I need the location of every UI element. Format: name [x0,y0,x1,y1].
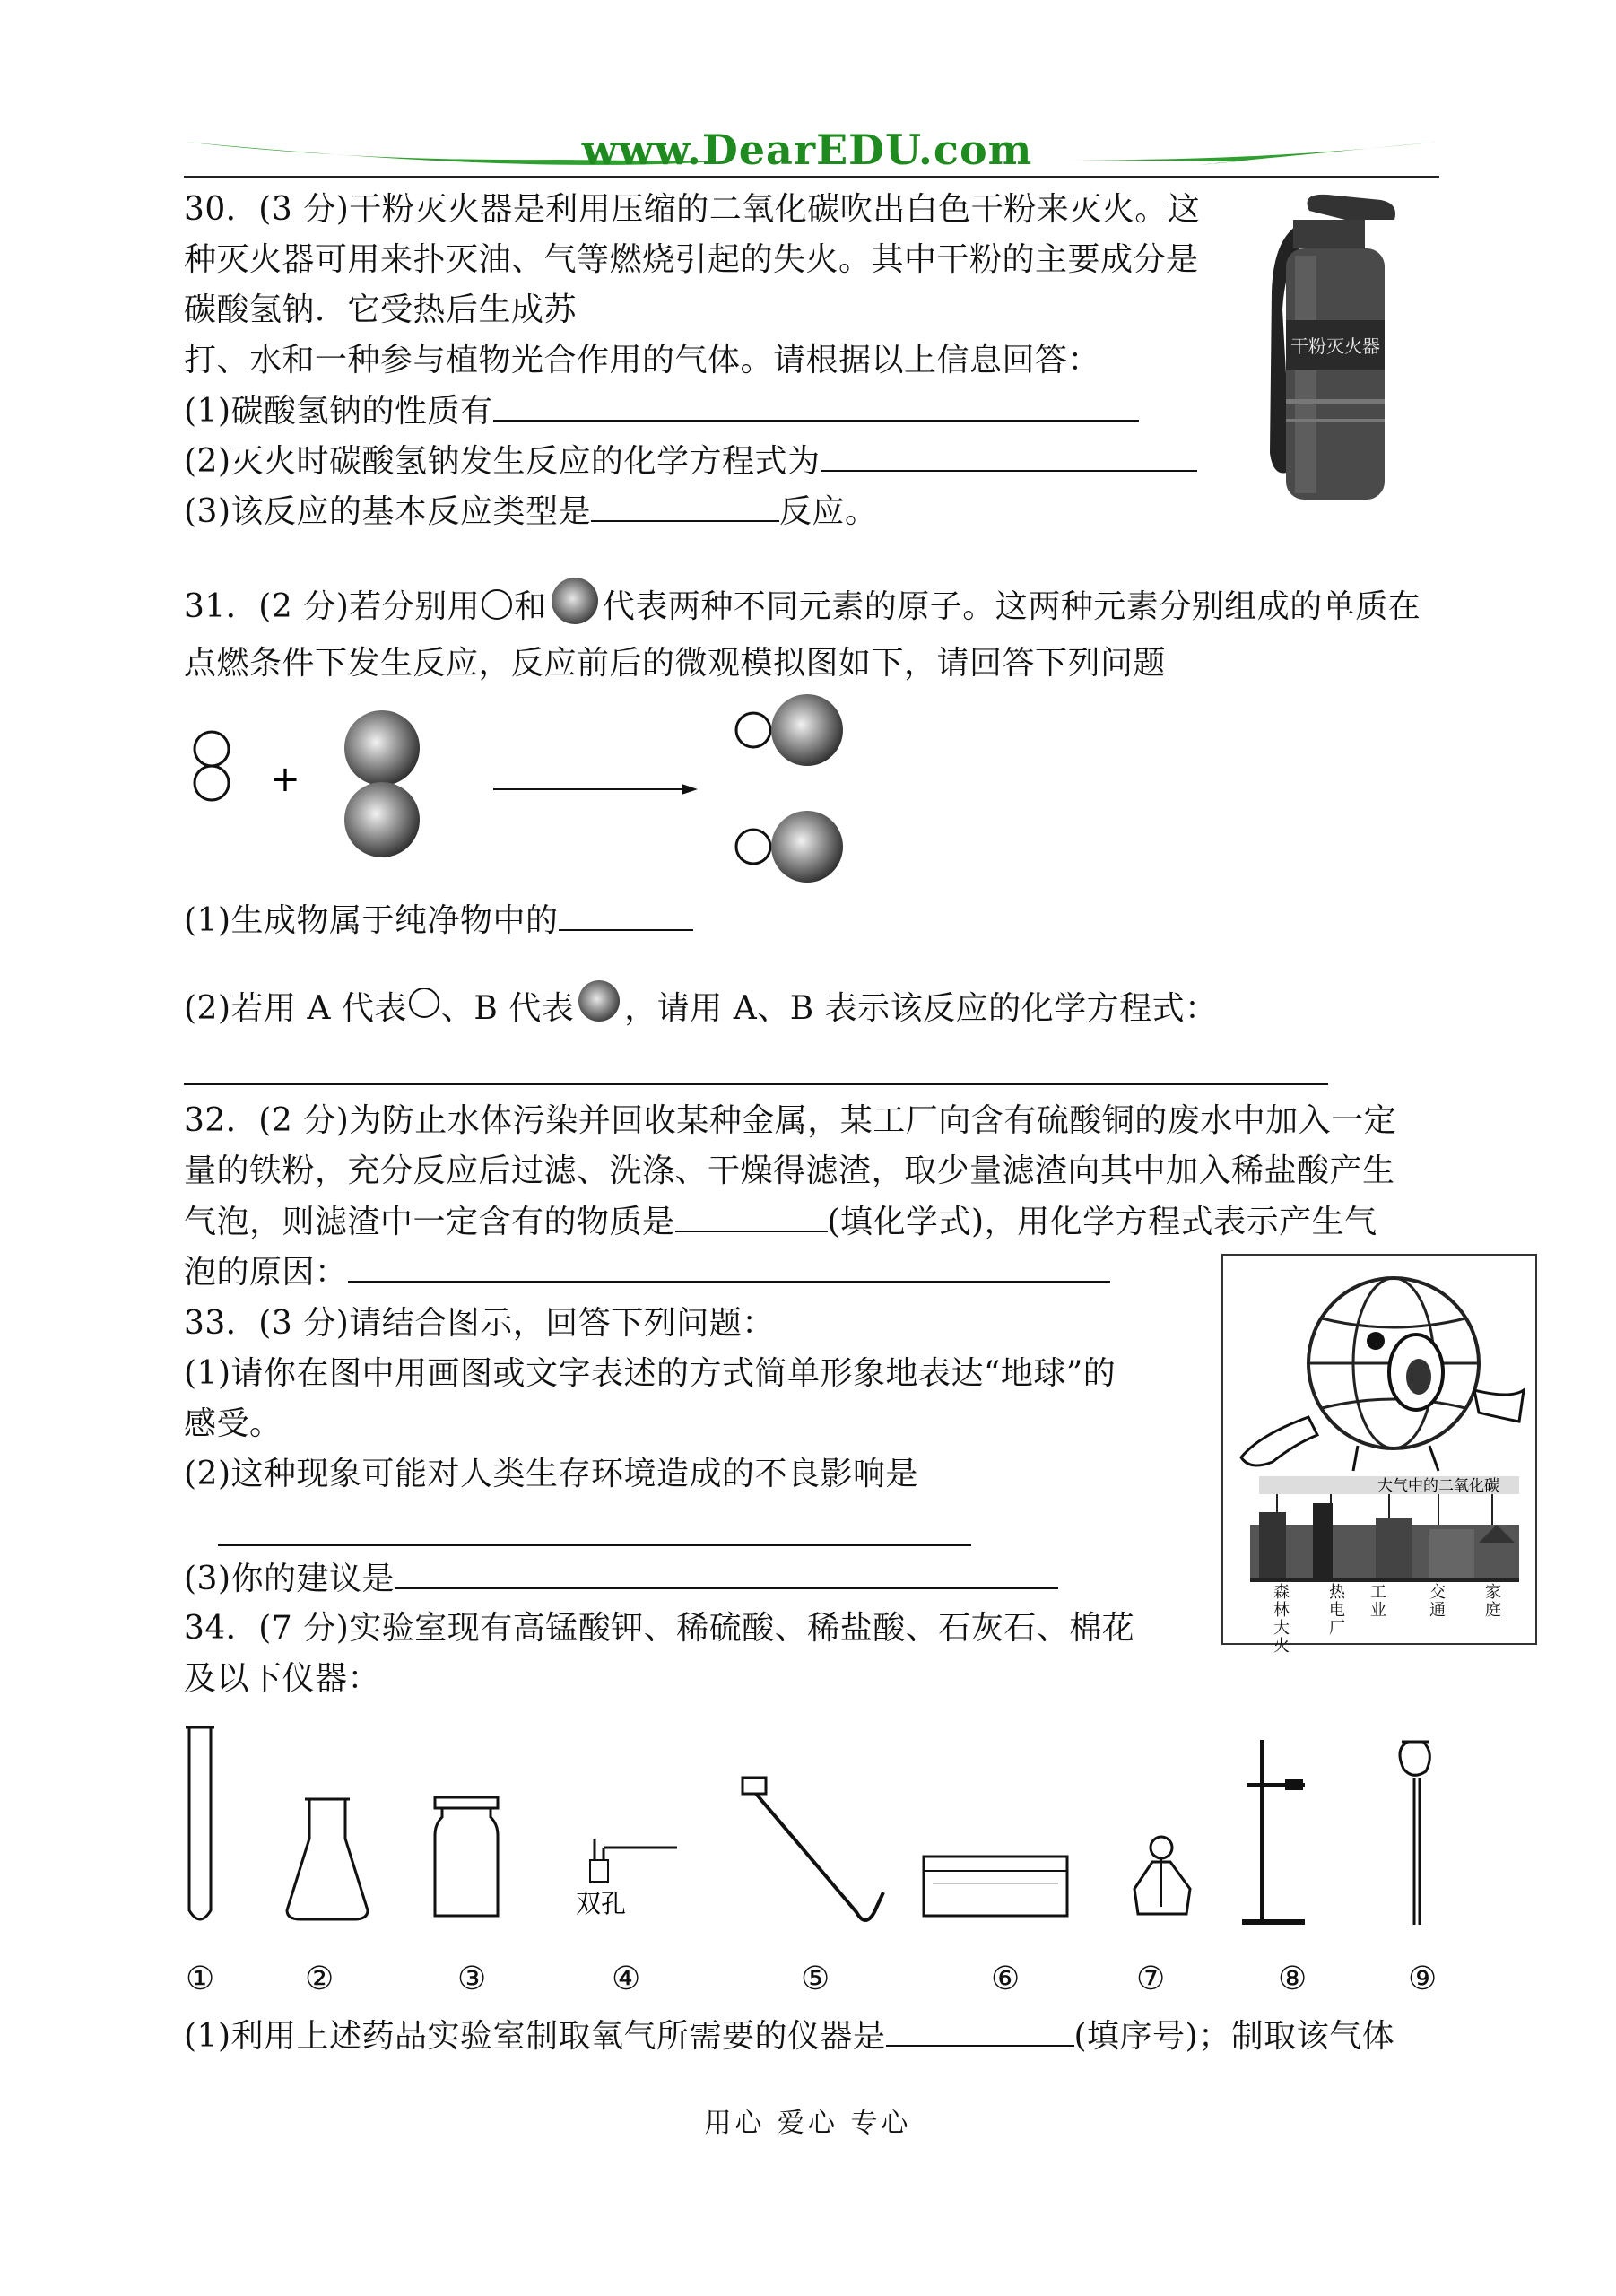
q34-answer-blank-1[interactable] [886,2014,1074,2047]
label-power-plant: 热 电 厂 [1329,1583,1345,1638]
q34-sub-1-text: (1)利用上述药品实验室制取氧气所需要的仪器是 [184,2018,886,2055]
q31-answer-line[interactable] [184,1083,1328,1085]
q30-sub-3-text: (3)该反应的基本反应类型是 [184,493,591,530]
q31-sub-1 [184,899,693,943]
fire-extinguisher-picture [1247,184,1408,507]
gray-atom-icon-2 [574,979,624,1024]
reaction-diagram [179,691,879,888]
co2-banner: 大气中的二氧化碳 [1377,1477,1499,1495]
gas-jar [435,1797,498,1916]
q33-line-3: 感受。 [184,1405,282,1442]
q30-sub-2-text: (2)灭火时碳酸氢钠发生反应的化学方程式为 [184,443,821,480]
apparatus-number-6: ⑥ [991,1961,1021,1997]
stopper-label: 双孔 [575,1889,627,1918]
apparatus-row [175,1704,1466,1946]
q34-line-1: 34．(7 分)实验室现有高锰酸钾、稀硫酸、稀盐酸、石灰石、棉花 [184,1610,1135,1647]
site-logo: www.DearEDU.com [581,126,1033,174]
label-forest-fire: 森 林 大 火 [1273,1583,1290,1656]
q32-line-3-b: (填化学式)，用化学方程式表示产生气 [827,1204,1377,1240]
q33-line-5-text: (3)你的建议是 [184,1561,395,1597]
page-footer: 用心 爱心 专心 [704,2108,912,2139]
q31-answer-blank-1[interactable] [559,899,693,931]
q30-sub-1 [184,389,1139,433]
product-molecule-1 [736,694,843,766]
q30-answer-blank-1[interactable] [493,389,1139,422]
apparatus-number-7: ⑦ [1136,1961,1166,1997]
q32-line-3-a: 气泡，则滤渣中一定含有的物质是 [184,1204,675,1240]
q31-line-1 [184,576,1421,629]
apparatus-number-8: ⑧ [1278,1961,1308,1997]
q34-sub-1-suffix: (填序号)；制取该气体 [1073,2018,1395,2055]
white-molecule [195,732,229,800]
q31-line-2: 点燃条件下发生反应，反应前后的微观模拟图如下，请回答下列问题 [184,645,1167,682]
plus-sign: + [270,759,300,800]
q31-sub-1-text: (1)生成物属于纯净物中的 [184,902,559,939]
product-molecule-2 [736,811,843,883]
long-neck-funnel [1400,1742,1429,1925]
q31-line-1-c: 代表两种不同元素的原子。这两种元素分别组成的单质在 [602,588,1421,625]
water-trough [924,1857,1067,1916]
apparatus-number-9: ⑨ [1408,1961,1438,1997]
apparatus-number-1: ① [186,1961,215,1997]
white-atom-icon [480,588,514,621]
two-hole-stopper [576,1839,677,1918]
iron-stand [1242,1740,1305,1925]
q32-line-4-text: 泡的原因： [184,1254,348,1291]
apparatus-number-3: ③ [457,1961,487,1997]
conical-flask [287,1799,368,1919]
q32-line-1: 32．(2 分)为防止水体污染并回收某种金属，某工厂向含有硫酸铜的废水中加入一定 [184,1102,1397,1139]
label-industry: 工 业 [1370,1583,1386,1620]
bent-delivery-tube [743,1778,883,1920]
q33-line-2: (1)请你在图中用画图或文字表述的方式简单形象地表达“地球”的 [184,1355,1116,1392]
q31-line-1-a: 31．(2 分)若分别用 [184,588,481,625]
header-rule [184,176,1439,178]
q33-line-1: 33．(3 分)请结合图示，回答下列问题： [184,1305,775,1342]
q32-line-4 [184,1250,1110,1294]
q33-line-4: (2)这种现象可能对人类生存环境造成的不良影响是 [184,1456,918,1492]
q33-answer-blank-2[interactable] [395,1557,1058,1589]
q30-line-2: 种灭火器可用来扑灭油、气等燃烧引起的失火。其中干粉的主要成分是 [184,241,1199,278]
q31-sub-2-b: 、B 代表 [440,990,575,1027]
apparatus-number-2: ② [305,1961,334,1997]
q30-sub-2 [184,439,1197,483]
q32-line-2: 量的铁粉，充分反应后过滤、洗涤、干燥得滤渣，取少量滤渣向其中加入稀盐酸产生 [184,1152,1395,1189]
white-atom-icon-2 [407,988,441,1021]
q30-sub-1-text: (1)碳酸氢钠的性质有 [184,393,493,430]
q30-sub-3-suffix: 反应。 [779,493,878,530]
extinguisher-label: 干粉灭火器 [1290,335,1380,357]
q30-answer-blank-3[interactable] [591,490,779,522]
label-household: 家 庭 [1485,1583,1501,1620]
gray-molecule [344,710,420,857]
q30-line-1: 30．(3 分)干粉灭火器是利用压缩的二氧化碳吹出白色干粉来灭火。这 [184,191,1201,228]
q31-line-1-b: 和 [514,588,547,625]
q32-answer-blank-1[interactable] [675,1200,828,1232]
label-traffic: 交 通 [1429,1583,1446,1620]
alcohol-lamp [1134,1837,1190,1914]
q31-sub-2 [184,979,1218,1031]
q34-line-2: 及以下仪器： [184,1660,381,1697]
gray-atom-icon [547,576,603,626]
reaction-arrow [493,784,698,795]
q33-line-5 [184,1557,1058,1601]
apparatus-number-4: ④ [612,1961,641,1997]
earth-figure [1221,1254,1537,1656]
q30-sub-3 [184,490,878,534]
q30-answer-blank-2[interactable] [821,439,1197,472]
q33-answer-line-1[interactable] [218,1544,971,1546]
test-tube [186,1727,214,1919]
q32-answer-blank-2[interactable] [348,1250,1110,1283]
q32-line-3 [184,1200,1377,1244]
apparatus-number-5: ⑤ [801,1961,830,1997]
q30-line-4: 打、水和一种参与植物光合作用的气体。请根据以上信息回答： [184,342,1101,378]
q31-sub-2-a: (2)若用 A 代表 [184,990,407,1027]
q30-line-3: 碳酸氢钠．它受热后生成苏 [184,291,578,328]
q34-sub-1 [184,2014,1394,2058]
q31-sub-2-c: ，请用 A、B 表示该反应的化学方程式： [624,990,1218,1027]
